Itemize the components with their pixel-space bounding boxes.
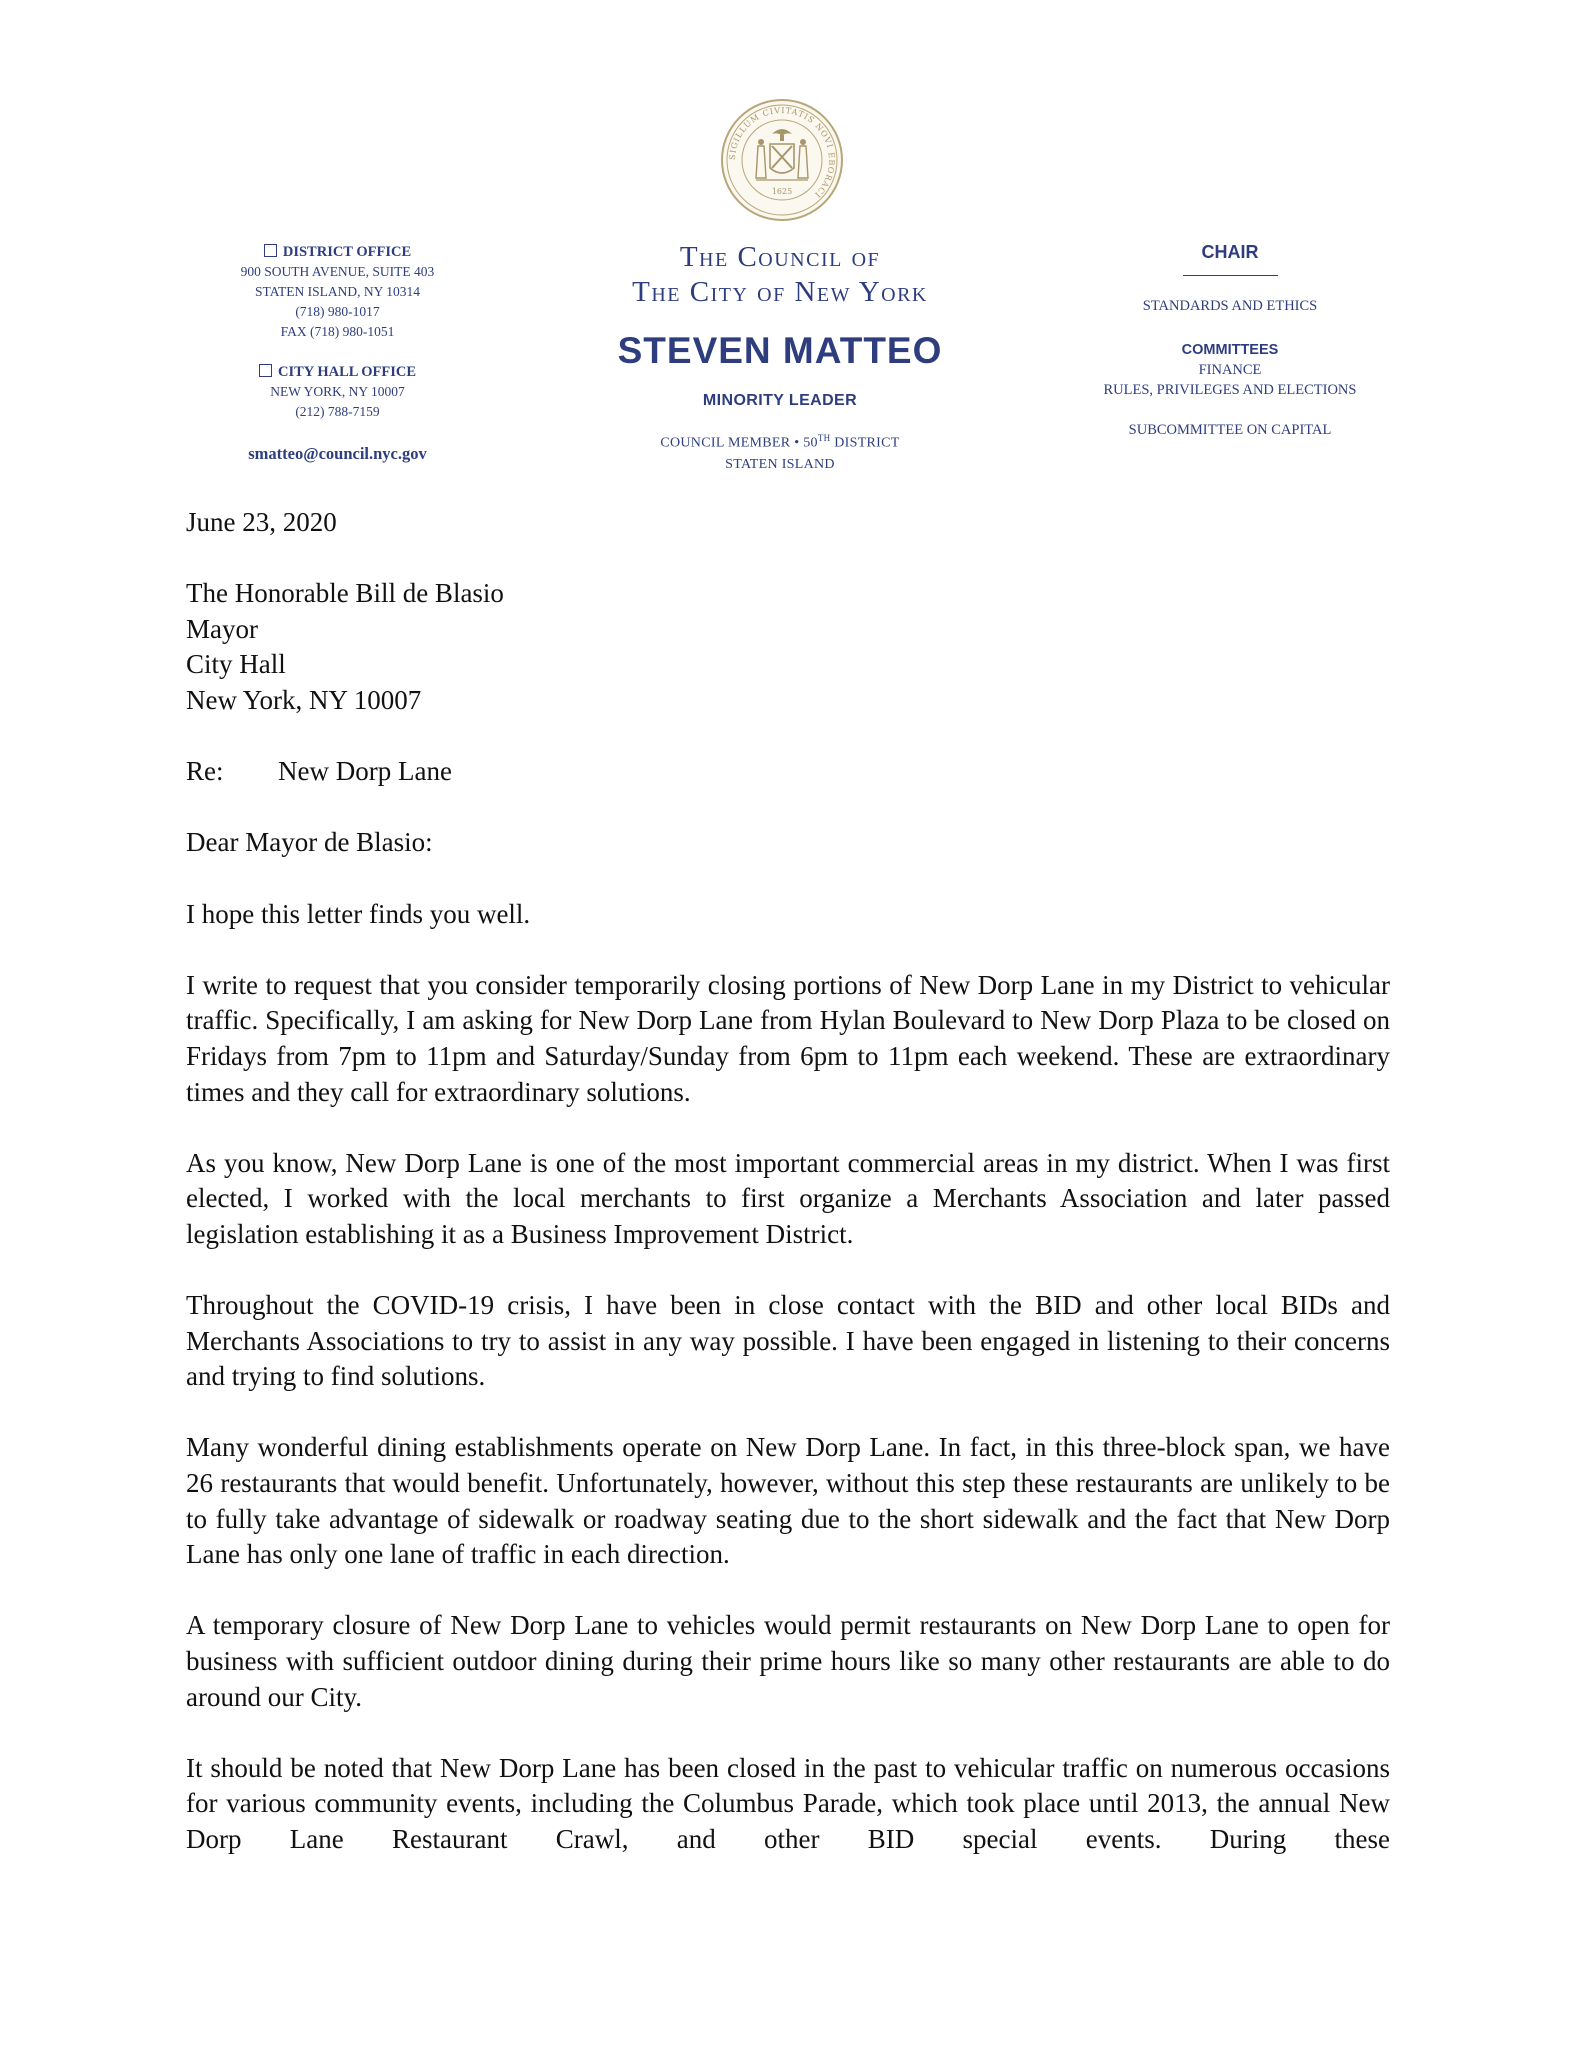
body-paragraph: I write to request that you consider temporarily closing portions of New Dorp Lane in my District to vehicular traffic. Specifically, I am asking for New Dorp Lane from Hylan Boulevard to New Dorp Plaza to be closed on Fridays from 7pm to 11pm and Saturday/Sunday from 6pm to 11pm each weekend. These are extraordinary times and they call for extraordinary solutions.	[186, 969, 1390, 1107]
body-paragraph: Throughout the COVID-19 crisis, I have been in close contact with the BID and other local BIDs and Merchants Associations to try to assist in any way possible. I have been engaged in listening to their concerns and trying to find solutions.	[186, 1290, 1390, 1392]
member-name: STEVEN MATTEO	[617, 330, 943, 371]
chair-divider	[1183, 275, 1278, 276]
recipient-block	[186, 576, 1390, 718]
letter-date: June 23, 2020	[186, 507, 337, 537]
seal-year: 1625	[771, 187, 793, 196]
office-contact-column	[150, 242, 525, 464]
committees-column	[1040, 242, 1420, 440]
city-hall-office-title: CITY HALL OFFICE	[150, 362, 525, 382]
district-fax: FAX (718) 980-1051	[280, 324, 395, 339]
district-office-title: DISTRICT OFFICE	[150, 242, 525, 262]
council-name-line-2: The City of New York	[632, 276, 928, 308]
member-borough: STATEN ISLAND	[725, 456, 835, 472]
letter-body	[186, 505, 1390, 1893]
member-role: MINORITY LEADER	[702, 392, 858, 409]
committee-rules: RULES, PRIVILEGES AND ELECTIONS	[1103, 382, 1357, 398]
committee-finance: FINANCE	[1198, 362, 1262, 378]
city-hall-address: NEW YORK, NY 10007	[270, 384, 405, 399]
recipient-line: Mayor	[186, 613, 258, 644]
recipient-line: New York, NY 10007	[186, 684, 422, 715]
body-paragraph: As you know, New Dorp Lane is one of the most important commercial areas in my district. When I was first elected, I worked with the local merchants to first organize a Merchants Association and later passed legislation establishing it as a Business Improvement District.	[186, 1147, 1390, 1249]
subject-line	[186, 754, 1390, 790]
chair-committee: STANDARDS AND ETHICS	[1142, 298, 1318, 314]
council-header	[560, 240, 1000, 475]
committees-title: COMMITTEES	[1181, 342, 1279, 358]
body-paragraph: Many wonderful dining establishments operate on New Dorp Lane. In fact, in this three-block span, we have 26 restaurants that would benefit. Unfortunately, however, without this step these restaurants are unlikely to be to fully take advantage of sidewalk or roadway seating due to the short sidewalk and the fact that New Dorp Lane has only one lane of traffic in each direction.	[186, 1432, 1390, 1570]
seal-ring-text: SIGILLUM CIVITATIS NOVI EBORACI	[727, 105, 837, 200]
body-paragraph: I hope this letter finds you well.	[186, 898, 531, 929]
re-label: Re:	[186, 756, 224, 787]
re-subject: New Dorp Lane	[278, 756, 452, 787]
salutation: Dear Mayor de Blasio:	[186, 827, 433, 858]
body-paragraph: It should be noted that New Dorp Lane has been closed in the past to vehicular traffic on numerous occasions for various community events, including the Columbus Parade, which took place until 2013, the annual New Dorp Lane Restaurant Crawl, and other BID special events. During these	[186, 1752, 1390, 1854]
district-address-line-2: STATEN ISLAND, NY 10314	[255, 284, 420, 299]
recipient-line: City Hall	[186, 649, 286, 680]
body-paragraph: A temporary closure of New Dorp Lane to vehicles would permit restaurants on New Dorp Lane to open for business with sufficient outdoor dining during their prime hours like so many other restaurants are able to do around our City.	[186, 1610, 1390, 1712]
city-seal-icon	[720, 98, 844, 222]
district-phone: (718) 980-1017	[295, 304, 380, 319]
district-address-line-1: 900 SOUTH AVENUE, SUITE 403	[240, 264, 435, 279]
member-district: COUNCIL MEMBER • 50TH DISTRICT	[660, 433, 900, 451]
checkbox-icon	[264, 244, 277, 257]
city-hall-phone: (212) 788-7159	[295, 404, 380, 419]
chair-title: CHAIR	[1201, 242, 1259, 262]
recipient-line: The Honorable Bill de Blasio	[186, 578, 504, 609]
checkbox-icon	[259, 364, 272, 377]
email-address: smatteo@council.nyc.gov	[248, 444, 427, 463]
council-name-line-1: The Council of	[679, 241, 881, 273]
subcommittee: SUBCOMMITTEE ON CAPITAL	[1128, 422, 1332, 438]
